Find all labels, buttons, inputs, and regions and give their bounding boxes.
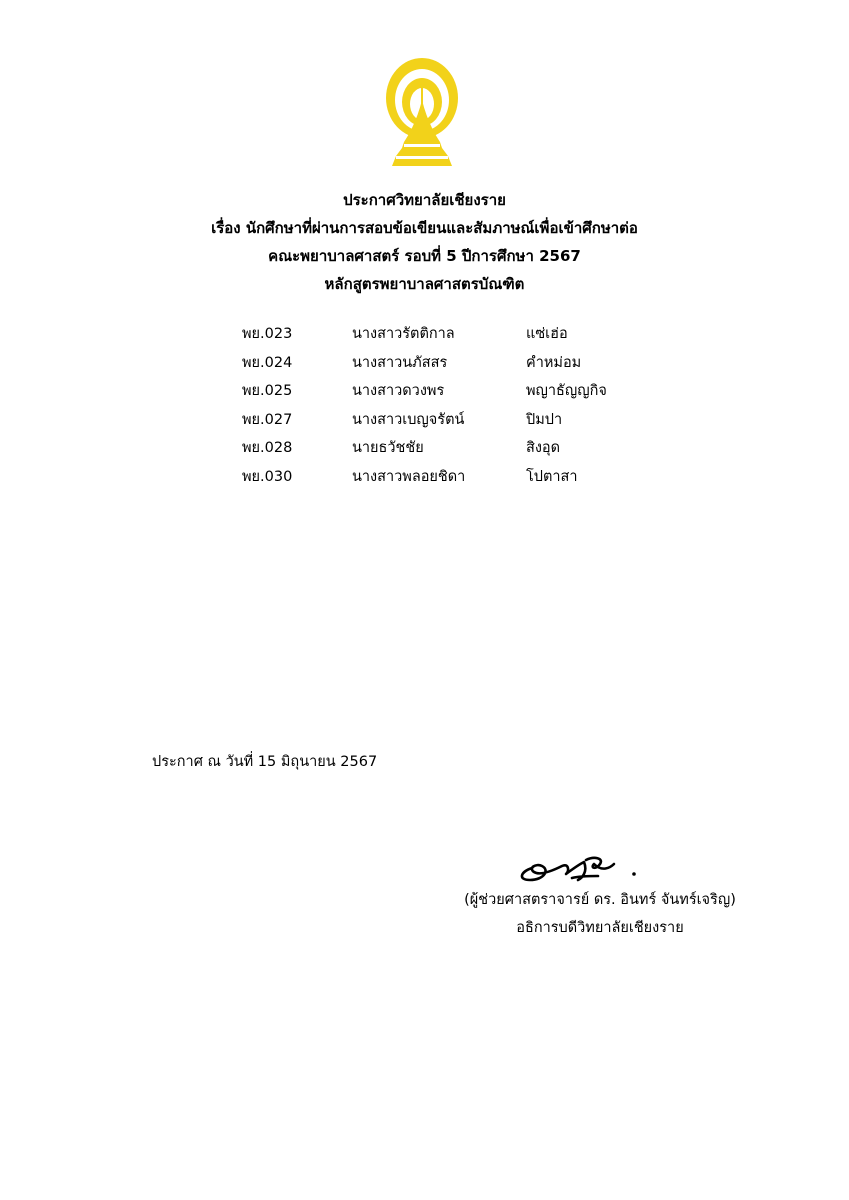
student-code: พย.023 bbox=[242, 326, 293, 342]
student-code: พย.028 bbox=[242, 440, 293, 457]
student-code: พย.024 bbox=[242, 354, 293, 371]
student-first-name: นางสาวเบญจรัตน์ bbox=[352, 411, 465, 428]
signatory-block bbox=[440, 886, 760, 942]
header-subject: เรื่อง นักศึกษาที่ผ่านการสอบข้อเขียนและสัมภาษณ์เพื่อเข้าศึกษาต่อ bbox=[211, 219, 638, 237]
list-item bbox=[240, 375, 660, 404]
student-first-name: นางสาวนภัสสร bbox=[352, 354, 448, 371]
student-last-name: แซ่เฮ่อ bbox=[526, 326, 568, 342]
list-item bbox=[240, 404, 660, 433]
list-item bbox=[240, 318, 660, 347]
student-first-name: นายธวัชชัย bbox=[352, 440, 424, 457]
student-first-name: นางสาวรัตติกาล bbox=[352, 326, 455, 342]
student-code: พย.030 bbox=[242, 468, 293, 485]
student-code: พย.025 bbox=[242, 383, 293, 400]
student-last-name: คำหม่อม bbox=[526, 354, 582, 371]
student-last-name: โปตาสา bbox=[526, 468, 578, 485]
header-program: หลักสูตรพยาบาลศาสตรบัณฑิต bbox=[324, 275, 525, 293]
list-item bbox=[240, 461, 660, 490]
student-first-name: นางสาวดวงพร bbox=[352, 383, 445, 400]
announcement-date: ประกาศ ณ วันที่ 15 มิถุนายน 2567 bbox=[152, 754, 378, 770]
student-list bbox=[240, 318, 660, 490]
student-last-name: สิงอุด bbox=[526, 440, 561, 457]
student-last-name: ปิมปา bbox=[526, 411, 563, 428]
student-first-name: นางสาวพลอยชิดา bbox=[352, 468, 466, 485]
announcement-header bbox=[0, 186, 849, 298]
header-faculty: คณะพยาบาลศาสตร์ รอบที่ 5 ปีการศึกษา 2567 bbox=[268, 247, 581, 265]
list-item bbox=[240, 432, 660, 461]
handwritten-signature bbox=[514, 842, 654, 886]
list-item bbox=[240, 347, 660, 376]
student-last-name: พญาธัญญกิจ bbox=[526, 383, 607, 400]
student-code: พย.027 bbox=[242, 411, 293, 428]
signatory-name: (ผู้ช่วยศาสตราจารย์ ดร. อินทร์ จันทร์เจริญ) bbox=[464, 892, 736, 908]
signatory-title: อธิการบดีวิทยาลัยเชียงราย bbox=[516, 920, 684, 936]
header-title: ประกาศวิทยาลัยเชียงราย bbox=[343, 191, 506, 209]
university-emblem-logo bbox=[382, 56, 462, 172]
